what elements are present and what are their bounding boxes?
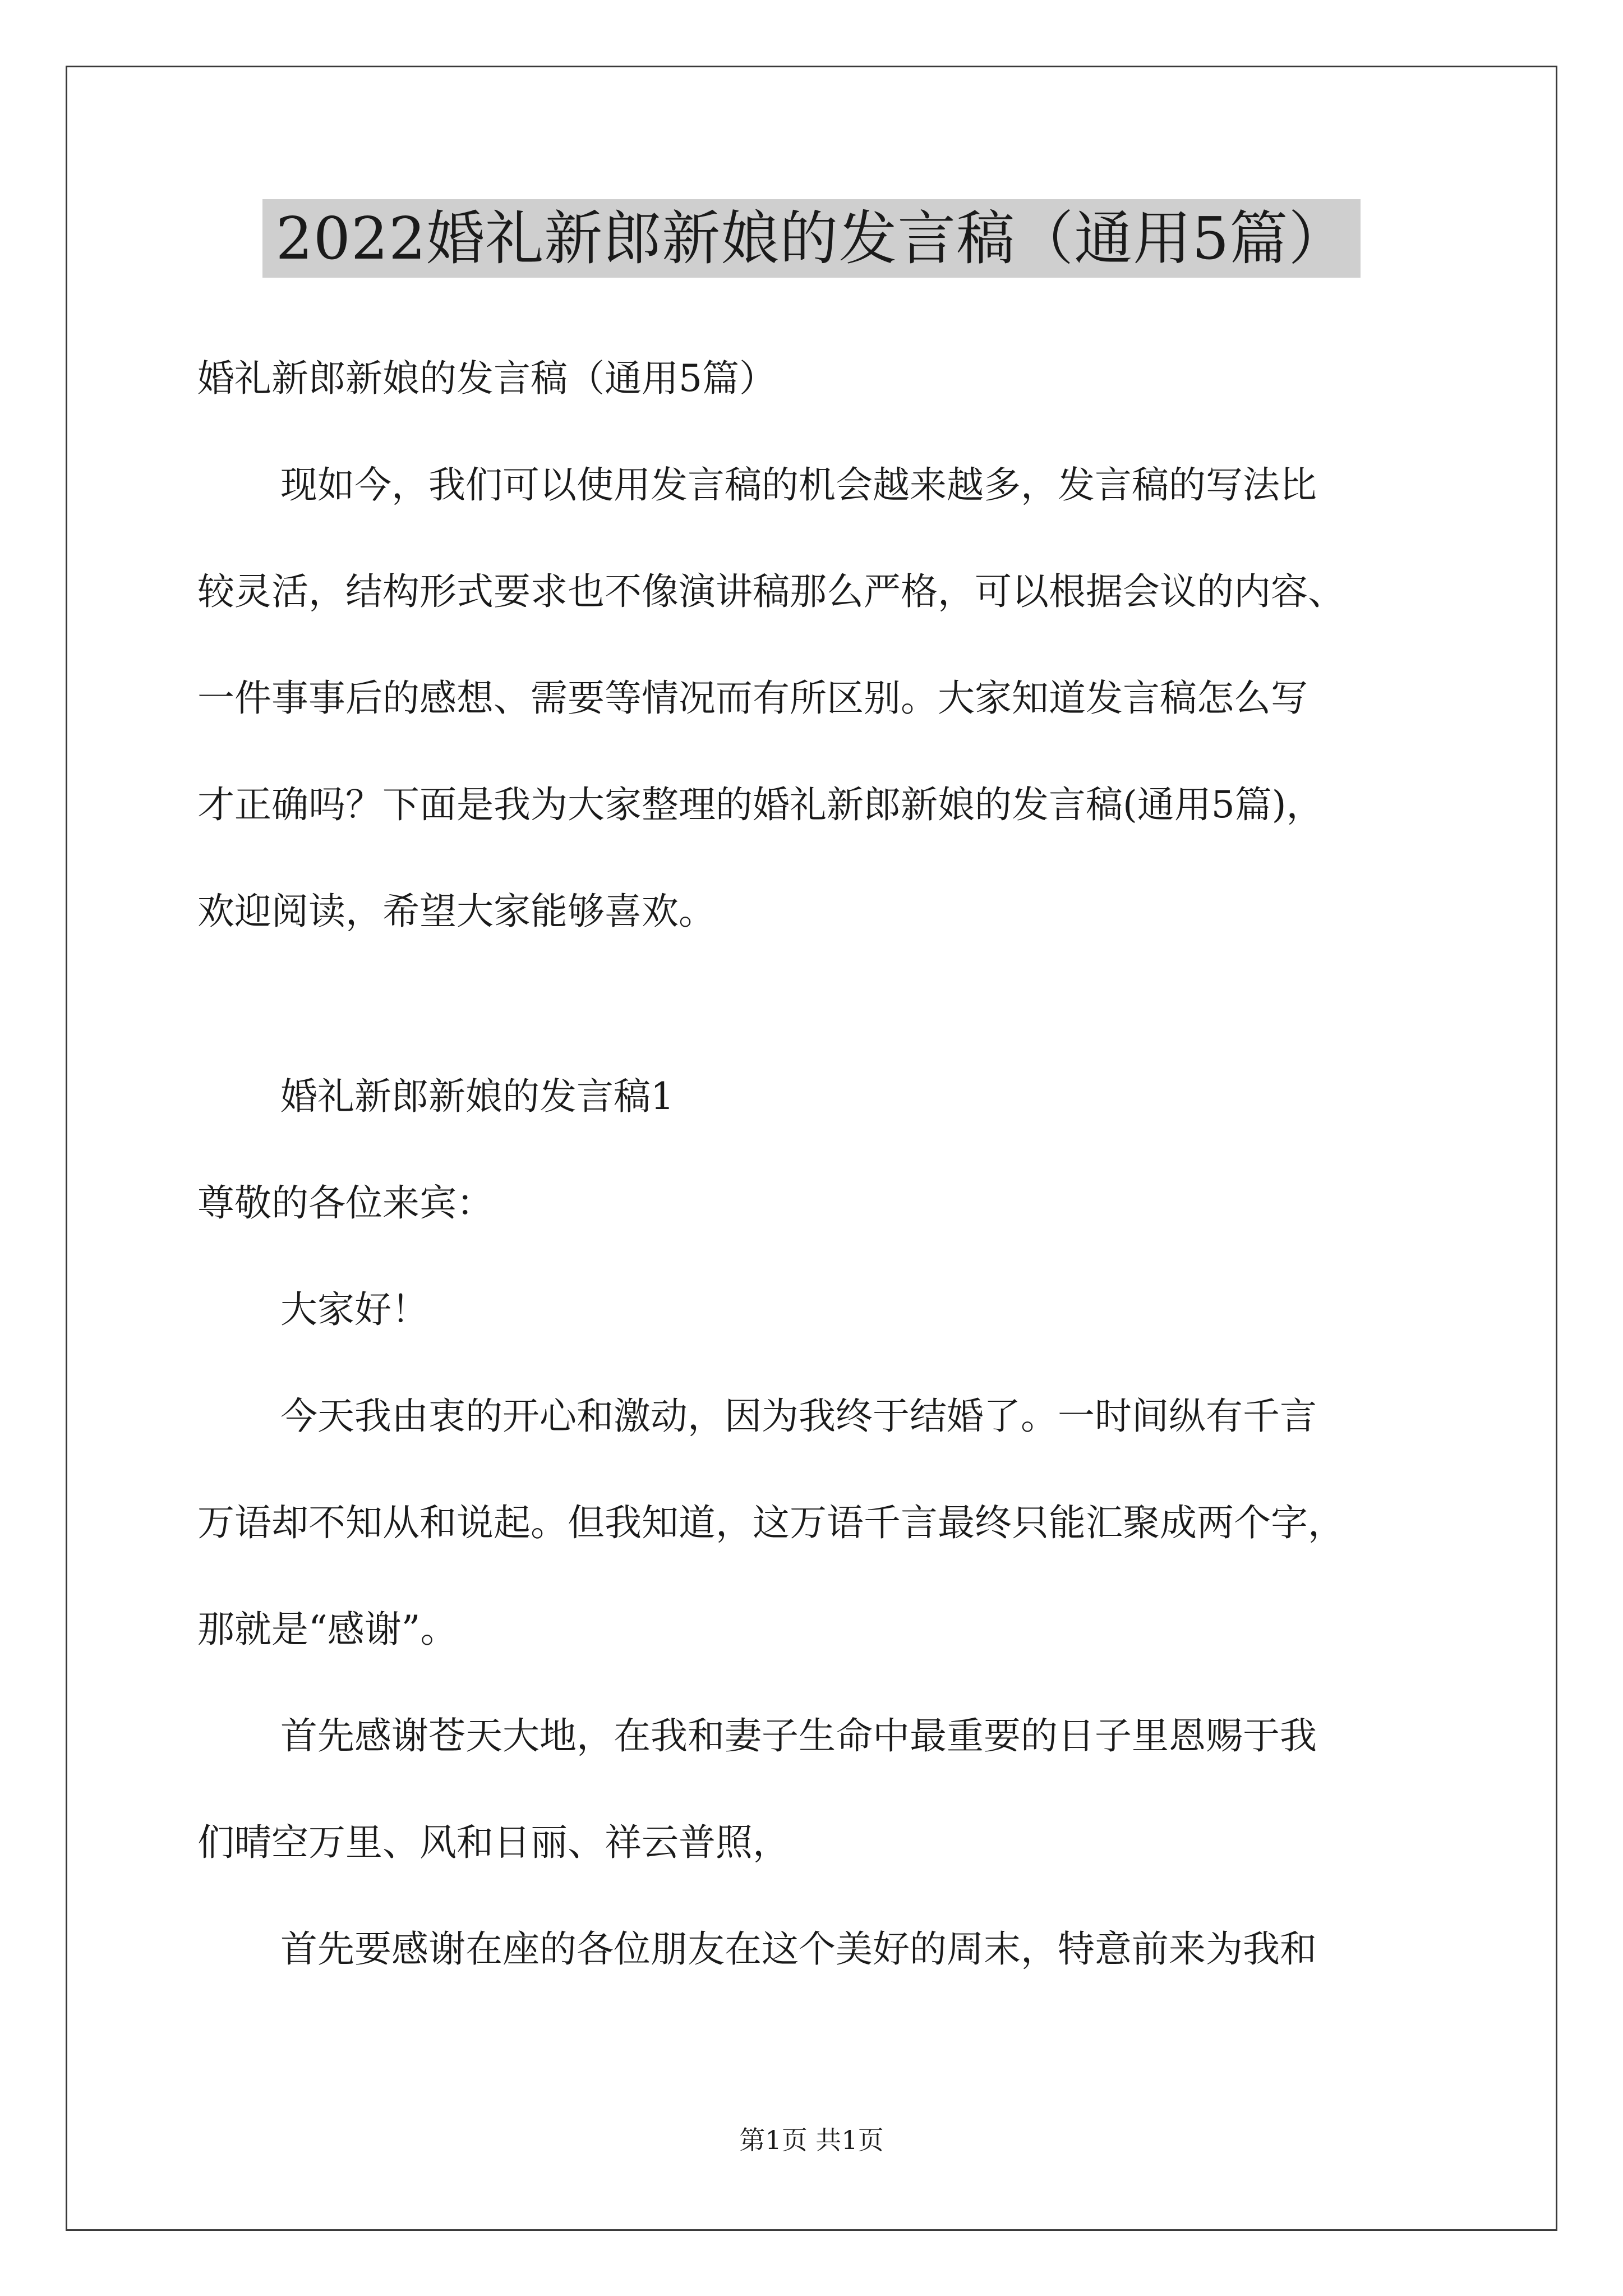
- salutation-line: 尊敬的各位来宾：: [197, 1181, 494, 1225]
- title-container: [0, 199, 1623, 278]
- paragraph-line: 首先感谢苍天大地，在我和妻子生命中最重要的日子里恩赐于我: [280, 1714, 1317, 1757]
- greeting-line: 大家好！: [280, 1288, 428, 1331]
- paragraph-line: 首先要感谢在座的各位朋友在这个美好的周末，特意前来为我和: [280, 1927, 1317, 1971]
- paragraph-line: 今天我由衷的开心和激动，因为我终于结婚了。一时间纵有千言: [280, 1395, 1317, 1438]
- paragraph-line: 一件事事后的感想、需要等情况而有所区别。大家知道发言稿怎么写: [197, 677, 1308, 720]
- paragraph-line: 万语却不知从和说起。但我知道，这万语千言最终只能汇聚成两个字，: [197, 1501, 1345, 1544]
- document-title: 2022婚礼新郎新娘的发言稿（通用5篇）: [262, 199, 1361, 278]
- paragraph-line: 那就是“感谢”。: [197, 1608, 458, 1651]
- subtitle-line: 婚礼新郎新娘的发言稿（通用5篇）: [197, 357, 776, 400]
- section-heading: 婚礼新郎新娘的发言稿1: [280, 1075, 674, 1118]
- paragraph-line: 欢迎阅读，希望大家能够喜欢。: [197, 890, 716, 933]
- paragraph-line: 现如今，我们可以使用发言稿的机会越来越多，发言稿的写法比: [280, 463, 1317, 507]
- paragraph-line: 较灵活，结构形式要求也不像演讲稿那么严格，可以根据会议的内容、: [197, 570, 1345, 613]
- paragraph-line: 才正确吗？下面是我为大家整理的婚礼新郎新娘的发言稿(通用5篇)，: [197, 783, 1324, 826]
- paragraph-line: 们晴空万里、风和日丽、祥云普照，: [197, 1821, 790, 1864]
- page-footer: 第1页 共1页: [739, 2125, 884, 2155]
